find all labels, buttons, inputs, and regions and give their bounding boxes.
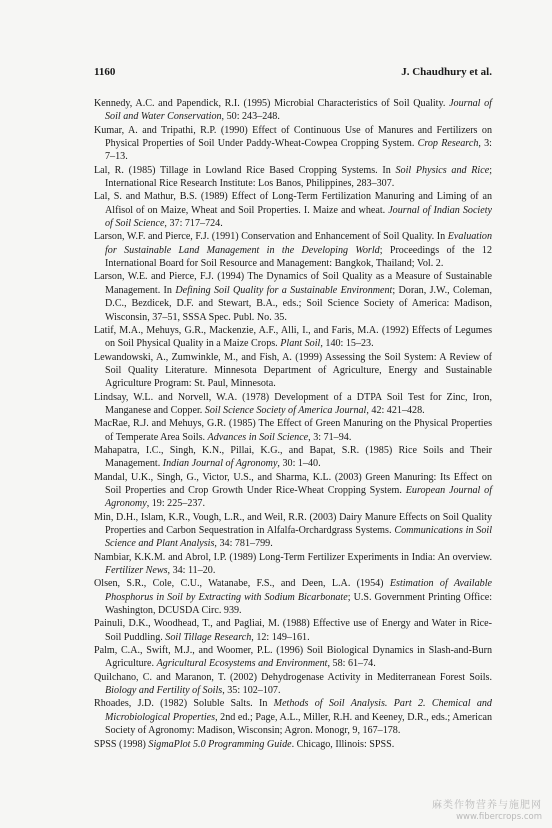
reference-entry bbox=[94, 444, 492, 471]
reference-entry bbox=[94, 417, 492, 444]
reference-entry bbox=[94, 617, 492, 644]
reference-text: , 34: 11–20. bbox=[167, 565, 216, 577]
reference-source-title: Advances in Soil Science bbox=[207, 431, 309, 443]
page-number: 1160 bbox=[94, 66, 116, 78]
reference-text: MacRae, R.J. and Mehuys, G.R. (1985) The Effect of Green Manuring on the Physical Properties of Temperate Area Soils. bbox=[94, 418, 492, 443]
reference-entry bbox=[94, 644, 492, 671]
reference-text: Larson, W.F. and Pierce, F.J. (1991) Conservation and Enhancement of Soil Quality. In bbox=[94, 231, 448, 243]
reference-text: Rhoades, J.D. (1982) Soluble Salts. In bbox=[94, 698, 274, 710]
reference-source-title: Soil Tillage Research bbox=[165, 631, 252, 643]
running-title: J. Chaudhury et al. bbox=[401, 66, 492, 78]
reference-text: Painuli, D.K., Woodhead, T., and Pagliai, M. (1988) Effective use of Energy and Water in Rice-Soil Puddling. bbox=[94, 618, 492, 643]
reference-source-title: Crop Research bbox=[417, 138, 479, 150]
reference-text: Lewandowski, A., Zumwinkle, M., and Fish, A. (1999) Assessing the Soil System: A Review of Soil Quality Literature. Minnesota Department of Agriculture, Energy and Sustainable Agriculture Program: St. Paul, Minnesota. bbox=[94, 351, 492, 390]
reference-source-title: Evaluation for Sustainable Land Management in the Developing World bbox=[105, 231, 492, 256]
reference-source-title: Biology and Fertility of Soils bbox=[105, 685, 223, 697]
reference-text: Lal, S. and Mathur, B.S. (1989) Effect of Long-Term Fertilization Manuring and Liming of an Alfisol of on Maize, Wheat and Soil Properties. I. Maize and wheat. bbox=[94, 191, 492, 216]
reference-text: ; Doran, J.W., Coleman, D.C., Bezdicek, D.F. and Stewart, B.A., eds.; Soil Science Society of America: Madison, Wisconsin, 37–51, SSSA Spec. Publ. No. 35. bbox=[105, 284, 493, 323]
reference-source-title: Soil Science Society of America Journal bbox=[204, 404, 367, 416]
reference-entry bbox=[94, 738, 492, 751]
reference-text: Larson, W.E. and Pierce, F.J. (1994) The Dynamics of Soil Quality as a Measure of Sustainable Management. In bbox=[94, 271, 492, 296]
reference-entry bbox=[94, 471, 492, 511]
reference-entry bbox=[94, 164, 492, 191]
reference-entry bbox=[94, 351, 492, 391]
reference-text: Lal, R. (1985) Tillage in Lowland Rice Based Cropping Systems. In bbox=[94, 164, 396, 176]
reference-source-title: Methods of Soil Analysis. Part 2. Chemical and Microbiological Properties bbox=[105, 698, 492, 723]
page-header bbox=[94, 66, 492, 78]
reference-text: ; International Rice Research Institute: Los Banos, Philippines, 283–307. bbox=[105, 164, 492, 190]
reference-source-title: Plant Soil bbox=[280, 338, 321, 350]
reference-text: , 58: 61–74. bbox=[327, 658, 376, 670]
reference-text: , 19: 225–237. bbox=[146, 498, 206, 510]
reference-source-title: Journal of Indian Society of Soil Science bbox=[105, 204, 492, 230]
reference-entry bbox=[94, 124, 492, 164]
reference-entry bbox=[94, 230, 492, 270]
reference-text: Olsen, S.R., Cole, C.U., Watanabe, F.S., and Deen, L.A. (1954) bbox=[94, 578, 390, 590]
reference-entry bbox=[94, 270, 492, 323]
reference-entry bbox=[94, 671, 492, 698]
reference-text: Min, D.H., Islam, K.R., Vough, L.R., and Weil, R.R. (2003) Dairy Manure Effects on Soil Quality Properties and Carbon Sequestration in Alfalfa-Orchardgrass Systems. bbox=[94, 511, 492, 536]
reference-text: SPSS (1998) bbox=[94, 738, 149, 750]
reference-text: ; U.S. Government Printing Office: Washington, DCUSDA Circ. 939. bbox=[105, 591, 493, 617]
reference-text: , 30: 1–40. bbox=[277, 458, 321, 470]
reference-text: , 37: 717–724. bbox=[164, 218, 223, 230]
reference-text: , 2nd ed.; Page, A.L., Miller, R.H. and Keeney, D.R., eds.; American Society of Agronomy: Madison, Wisconsin; Agron. Monogr, 9, 167–178. bbox=[105, 711, 492, 737]
reference-source-title: Communications in Soil Science and Plant Analysis bbox=[105, 525, 493, 550]
reference-text: Kennedy, A.C. and Papendick, R.I. (1995) Microbial Characteristics of Soil Quality. bbox=[94, 98, 450, 109]
reference-text: Latif, M.A., Mehuys, G.R., Mackenzie, A.F., Alli, I., and Faris, M.A. (1992) Effects of Legumes on Soil Physical Quality in a Maize Crops. bbox=[94, 324, 492, 350]
watermark bbox=[432, 796, 542, 822]
reference-entry bbox=[94, 697, 492, 737]
watermark-site-name: 麻类作物营养与施肥网 bbox=[432, 800, 542, 811]
reference-source-title: SigmaPlot 5.0 Programming Guide bbox=[148, 738, 292, 750]
reference-entry bbox=[94, 324, 492, 351]
reference-text: Mahapatra, I.C., Singh, K.N., Pillai, K.G., and Bapat, S.R. (1985) Rice Soils and Their Management. bbox=[94, 444, 492, 470]
watermark-url: www.fibercrops.com bbox=[456, 812, 542, 822]
reference-text: , 140: 15–23. bbox=[320, 338, 374, 350]
reference-source-title: Journal of Soil and Water Conservation bbox=[105, 98, 492, 123]
reference-entry bbox=[94, 577, 492, 617]
reference-entry bbox=[94, 190, 492, 230]
reference-entry bbox=[94, 97, 492, 124]
reference-text: , 12: 149–161. bbox=[251, 631, 310, 643]
reference-text: , 50: 243–248. bbox=[221, 111, 280, 123]
reference-source-title: Soil Physics and Rice bbox=[395, 164, 490, 176]
reference-source-title: European Journal of Agronomy bbox=[105, 484, 493, 510]
reference-list bbox=[94, 97, 492, 751]
reference-source-title: Fertilizer News bbox=[105, 565, 168, 577]
reference-text: , 34: 781–799. bbox=[214, 538, 273, 550]
reference-text: , 3: 7–13. bbox=[105, 138, 492, 163]
reference-text: ; Proceedings of the 12 International Board for Soil Resource and Management: Bangkok, Thailand; Vol. 2. bbox=[105, 244, 492, 270]
reference-text: Kumar, A. and Tripathi, R.P. (1990) Effect of Continuous Use of Manures and Fertilizers on Physical Properties of Soil Under Paddy-Wheat-Cowpea Cropping System. bbox=[94, 124, 492, 150]
reference-source-title: Defining Soil Quality for a Sustainable Environment bbox=[175, 284, 393, 296]
reference-text: Nambiar, K.K.M. and Abrol, I.P. (1989) Long-Term Fertilizer Experiments in India: An overview. bbox=[94, 551, 492, 563]
reference-entry bbox=[94, 551, 492, 578]
reference-source-title: Agricultural Ecosystems and Environment bbox=[156, 658, 328, 670]
reference-source-title: Estimation of Available Phosphorus in Soil by Extracting with Sodium Bicarbonate bbox=[105, 578, 492, 603]
reference-text: Quilchano, C. and Maranon, T. (2002) Dehydrogenase Activity in Mediterranean Forest Soils. bbox=[94, 671, 492, 683]
reference-entry bbox=[94, 391, 492, 418]
reference-text: . Chicago, Illinois: SPSS. bbox=[291, 738, 395, 750]
reference-text: , 35: 102–107. bbox=[222, 685, 281, 697]
reference-text: , 42: 421–428. bbox=[366, 404, 425, 416]
reference-source-title: Indian Journal of Agronomy bbox=[162, 458, 278, 470]
reference-text: Mandal, U.K., Singh, G., Victor, U.S., and Sharma, K.L. (2003) Green Manuring: Its Effect on Soil Properties and Crop Growth Under Rice-Wheat Cropping System. bbox=[94, 471, 492, 496]
reference-text: Palm, C.A., Swift, M.J., and Woomer, P.L. (1996) Soil Biological Dynamics in Slash-and-Burn Agriculture. bbox=[94, 645, 492, 670]
reference-text: Lindsay, W.L. and Norvell, W.A. (1978) Development of a DTPA Soil Test for Zinc, Iron, Manganese and Copper. bbox=[94, 391, 492, 416]
reference-entry bbox=[94, 511, 492, 551]
reference-text: , 3: 71–94. bbox=[308, 431, 352, 443]
